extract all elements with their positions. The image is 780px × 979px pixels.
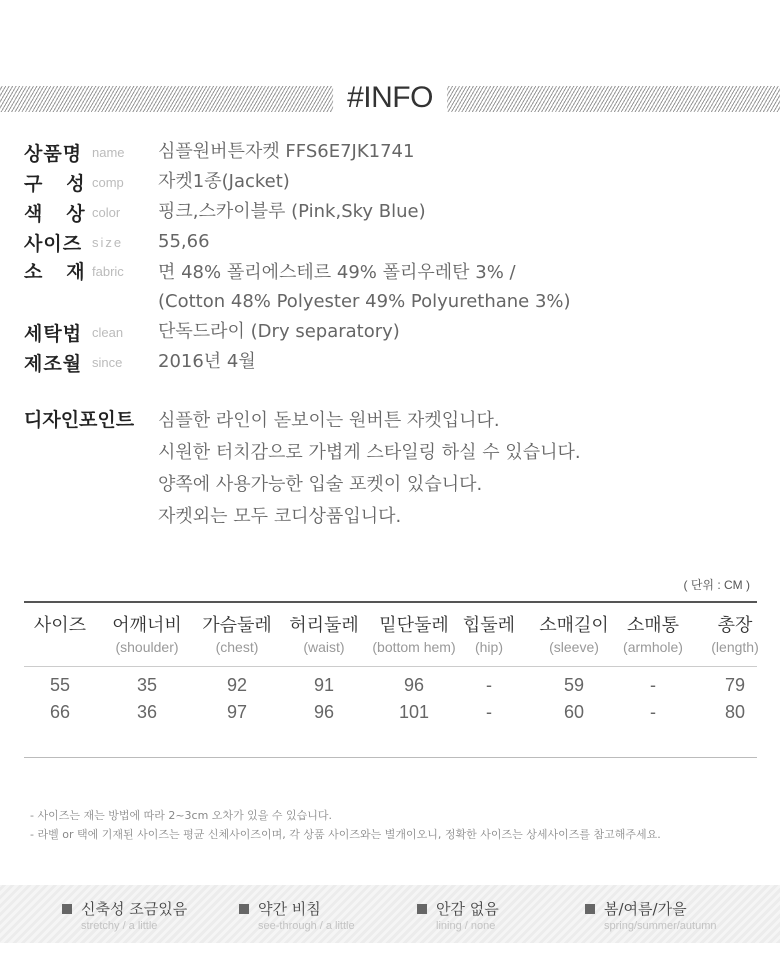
column-header-en: (bottom hem) xyxy=(372,639,456,655)
size-table xyxy=(24,601,757,758)
column-header: 힙둘레 xyxy=(462,615,516,636)
info-row-color xyxy=(24,197,764,227)
column-header: 소매길이 xyxy=(539,615,609,636)
info-row-size xyxy=(24,227,764,257)
info-value: 핑크,스카이블루 (Pink,Sky Blue) xyxy=(158,201,426,222)
table-cell: 59 xyxy=(563,675,585,695)
size-notes xyxy=(30,806,661,844)
table-cell: 66 xyxy=(49,702,71,722)
design-point-line: 시원한 터치감으로 가볍게 스타일링 하실 수 있습니다. xyxy=(158,442,581,463)
note-line: - 라벨 or 택에 기재된 사이즈는 평균 신체사이즈이며, 각 상품 사이즈와는 별개이오니, 정확한 사이즈는 상세사이즈를 참고해주세요. xyxy=(30,828,661,841)
table-header xyxy=(24,603,757,667)
feature-label-en: see-through / a little xyxy=(258,920,355,932)
table-cell: 96 xyxy=(313,702,335,722)
unit-label: ( 단위 : CM ) xyxy=(683,578,750,592)
column-header: 어깨너비 xyxy=(112,615,182,636)
title-band xyxy=(0,81,780,114)
column-header: 밑단둘레 xyxy=(379,615,449,636)
column-header: 총장 xyxy=(717,615,753,636)
info-row-fabric xyxy=(24,257,764,317)
design-points xyxy=(24,405,581,533)
column-header: 소매통 xyxy=(626,615,680,636)
feature-lining xyxy=(417,898,499,932)
info-row-since xyxy=(24,347,764,377)
column-header: 허리둘레 xyxy=(289,615,359,636)
info-label: 소 재 xyxy=(24,261,86,283)
feature-band xyxy=(0,885,780,943)
table-cell: - xyxy=(650,675,656,695)
square-bullet-icon xyxy=(585,904,595,914)
feature-label-en: spring/summer/autumn xyxy=(604,920,717,932)
table-cell: 97 xyxy=(226,702,248,722)
product-info xyxy=(24,137,764,377)
info-label-en: color xyxy=(92,204,121,220)
info-label-en: since xyxy=(92,354,123,370)
info-label: 상품명 xyxy=(24,142,83,165)
column-header-en: (armhole) xyxy=(623,639,683,655)
table-cell: 36 xyxy=(136,702,158,722)
square-bullet-icon xyxy=(62,904,72,914)
info-value: 자켓1종(Jacket) xyxy=(158,171,290,192)
table-cell: - xyxy=(486,702,492,722)
feature-stretch xyxy=(62,898,187,932)
info-label-en: clean xyxy=(92,324,124,340)
info-label-en: fabric xyxy=(92,264,124,279)
design-point-line: 양쪽에 사용가능한 입술 포켓이 있습니다. xyxy=(158,474,483,495)
info-row-clean xyxy=(24,317,764,347)
info-value: 55,66 xyxy=(158,231,210,252)
info-value: 심플원버튼자켓 FFS6E7JK1741 xyxy=(158,141,415,162)
table-cell: 92 xyxy=(226,675,248,695)
column-header-en: (waist) xyxy=(303,639,345,655)
info-row-comp xyxy=(24,167,764,197)
feature-label: 약간 비침 xyxy=(258,900,321,918)
table-cell: 35 xyxy=(136,675,158,695)
table-cell: - xyxy=(650,702,656,722)
table-cell: 96 xyxy=(403,675,425,695)
info-label: 색 상 xyxy=(24,202,86,225)
table-cell: 80 xyxy=(724,702,746,722)
column-header: 가슴둘레 xyxy=(202,615,272,636)
column-header-en: (hip) xyxy=(474,639,503,655)
column-header-en: (sleeve) xyxy=(549,639,599,655)
info-label-en: comp xyxy=(92,174,124,190)
column-header-en: (shoulder) xyxy=(115,639,179,655)
info-label: 제조월 xyxy=(24,352,83,375)
feature-seethrough xyxy=(239,898,355,932)
column-header-en: (chest) xyxy=(215,639,259,655)
info-label-en: name xyxy=(92,144,125,160)
table-cell: 79 xyxy=(724,675,746,695)
note-line: - 사이즈는 재는 방법에 따라 2~3cm 오차가 있을 수 있습니다. xyxy=(30,809,333,822)
feature-label-en: lining / none xyxy=(436,920,496,932)
section-title: #INFO xyxy=(333,80,447,116)
feature-label: 봄/여름/가을 xyxy=(604,900,687,918)
info-value: 면 48% 폴리에스테르 49% 폴리우레탄 3% / xyxy=(158,262,516,283)
info-label: 사이즈 xyxy=(24,232,83,255)
design-points-label: 디자인포인트 xyxy=(24,409,135,431)
table-body xyxy=(24,667,757,767)
table-cell: 60 xyxy=(563,702,585,722)
square-bullet-icon xyxy=(239,904,249,914)
info-value: 단독드라이 (Dry separatory) xyxy=(158,321,400,342)
info-label-en: size xyxy=(92,234,124,250)
info-row-name xyxy=(24,137,764,167)
info-label: 구 성 xyxy=(24,172,86,195)
table-cell: 91 xyxy=(313,675,335,695)
info-value-en: (Cotton 48% Polyester 49% Polyurethane 3%) xyxy=(158,291,571,312)
info-label: 세탁법 xyxy=(24,322,83,345)
column-header-en: (length) xyxy=(711,639,759,655)
table-cell: 101 xyxy=(398,702,430,722)
feature-label: 신축성 조금있음 xyxy=(81,900,188,918)
design-point-line: 자켓외는 모두 코디상품입니다. xyxy=(158,506,402,527)
square-bullet-icon xyxy=(417,904,427,914)
feature-season xyxy=(585,898,717,932)
table-cell: 55 xyxy=(49,675,71,695)
feature-label: 안감 없음 xyxy=(436,900,499,918)
feature-label-en: stretchy / a little xyxy=(81,920,158,932)
info-value: 2016년 4월 xyxy=(158,351,256,372)
column-header: 사이즈 xyxy=(33,615,87,636)
table-cell: - xyxy=(486,675,492,695)
design-point-line: 심플한 라인이 돋보이는 원버튼 자켓입니다. xyxy=(158,410,500,431)
